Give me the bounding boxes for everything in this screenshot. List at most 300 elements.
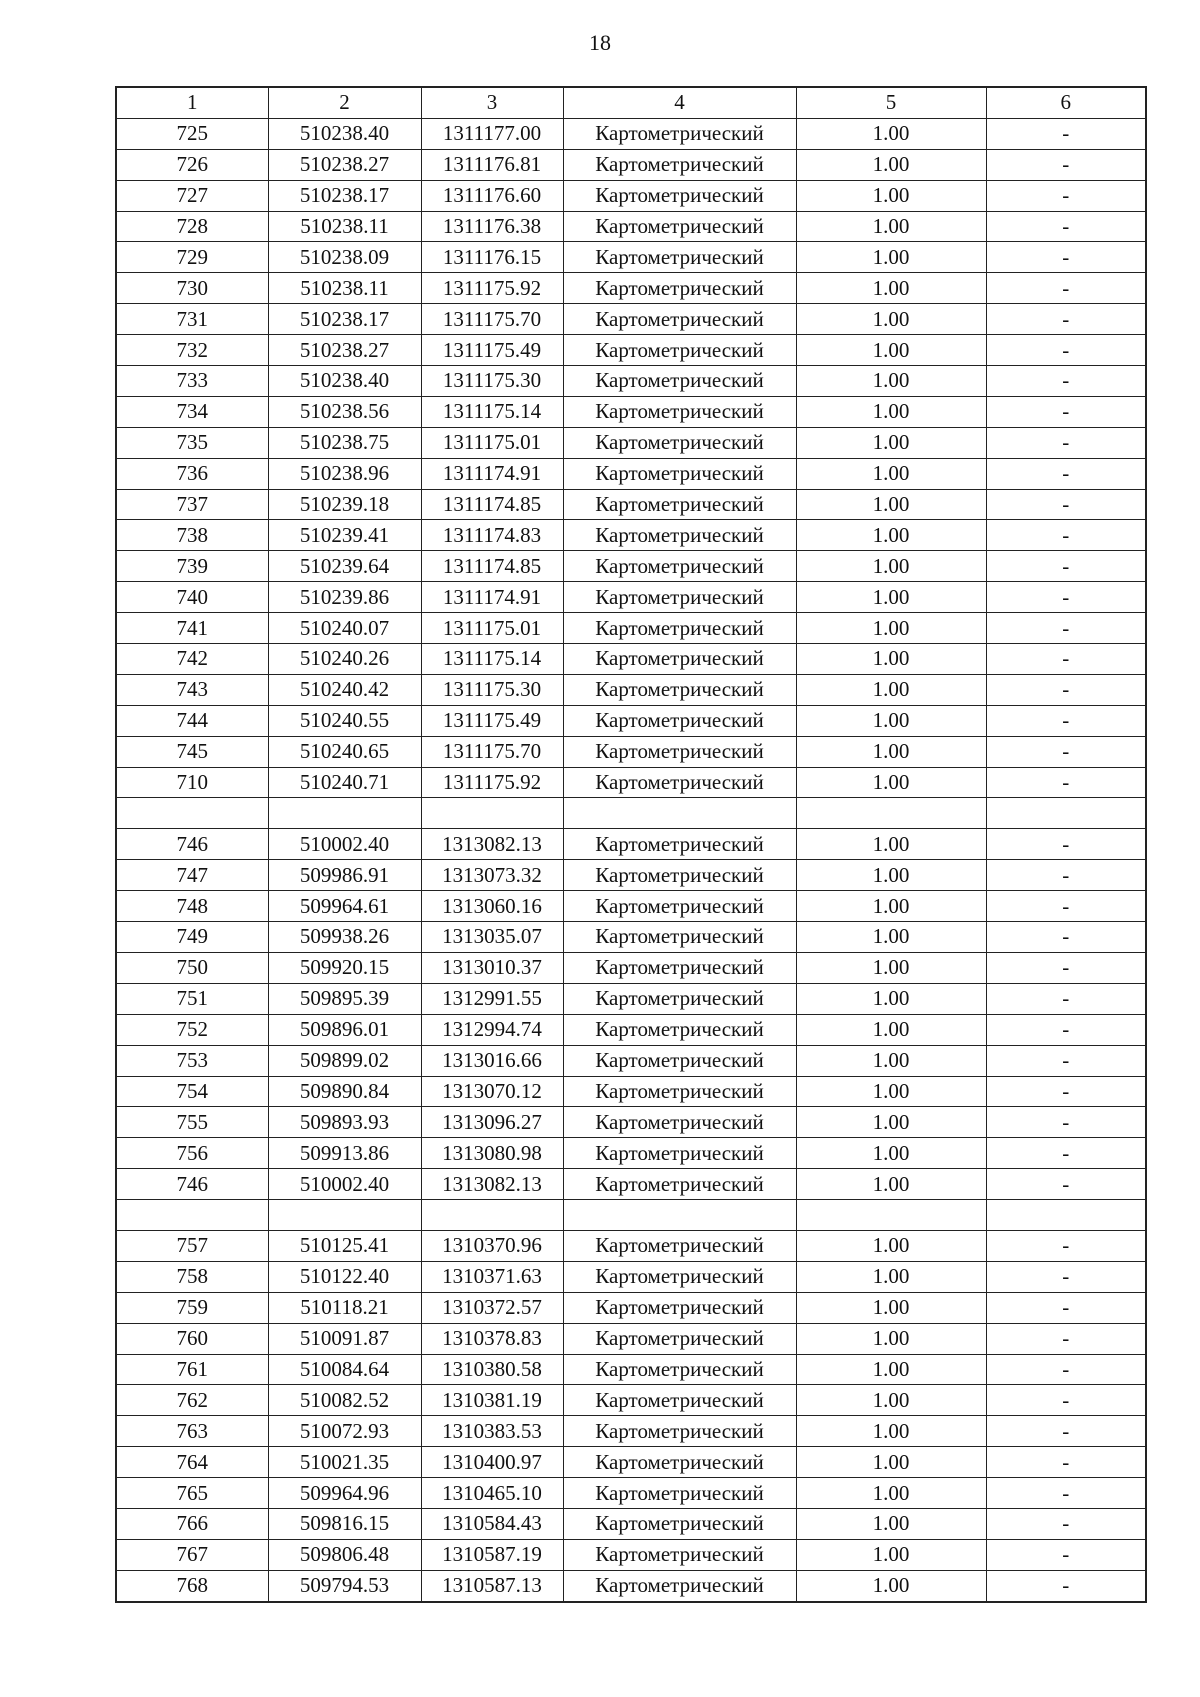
table-row — [116, 427, 1146, 458]
table-cell — [563, 1200, 796, 1231]
table-cell: 510021.35 — [268, 1447, 421, 1478]
table-row — [116, 1508, 1146, 1539]
table-cell: - — [986, 1570, 1146, 1601]
table-cell: 1311177.00 — [421, 118, 563, 149]
table-cell: 753 — [116, 1045, 268, 1076]
table-cell: Картометрический — [563, 304, 796, 335]
table-row — [116, 180, 1146, 211]
table-row — [116, 644, 1146, 675]
table-cell: 1310465.10 — [421, 1478, 563, 1509]
table-cell: 1.00 — [796, 118, 986, 149]
separator-row — [116, 1200, 1146, 1231]
table-cell: 509920.15 — [268, 952, 421, 983]
table-cell: 510240.26 — [268, 644, 421, 675]
table-cell: 1.00 — [796, 304, 986, 335]
table-cell: 725 — [116, 118, 268, 149]
table-cell: - — [986, 1169, 1146, 1200]
table-cell: Картометрический — [563, 736, 796, 767]
table-cell: 1.00 — [796, 644, 986, 675]
table-cell: 510238.75 — [268, 427, 421, 458]
table-cell: - — [986, 396, 1146, 427]
table-cell: 509986.91 — [268, 860, 421, 891]
table-cell: 1.00 — [796, 613, 986, 644]
table-cell: 1.00 — [796, 458, 986, 489]
table-cell: 762 — [116, 1385, 268, 1416]
table-cell: Картометрический — [563, 242, 796, 273]
table-cell: - — [986, 1076, 1146, 1107]
table-cell — [421, 1200, 563, 1231]
table-cell: 730 — [116, 273, 268, 304]
table-cell: 1311175.14 — [421, 644, 563, 675]
table-cell: 1.00 — [796, 952, 986, 983]
table-row — [116, 891, 1146, 922]
column-header-1: 1 — [116, 87, 268, 118]
table-cell: - — [986, 1138, 1146, 1169]
table-cell: 1.00 — [796, 1323, 986, 1354]
table-cell: 1313082.13 — [421, 1169, 563, 1200]
table-cell: 727 — [116, 180, 268, 211]
table-row — [116, 1045, 1146, 1076]
table-cell: 509816.15 — [268, 1508, 421, 1539]
table-cell: 510239.41 — [268, 520, 421, 551]
table-cell: - — [986, 922, 1146, 953]
table-cell: - — [986, 366, 1146, 397]
table-cell: Картометрический — [563, 458, 796, 489]
table-cell: - — [986, 1539, 1146, 1570]
table-cell: Картометрический — [563, 674, 796, 705]
table-cell: 1313035.07 — [421, 922, 563, 953]
table-cell: 510238.17 — [268, 180, 421, 211]
table-cell: 509899.02 — [268, 1045, 421, 1076]
table-cell: 509794.53 — [268, 1570, 421, 1601]
table-cell: Картометрический — [563, 1076, 796, 1107]
table-cell: 1311175.92 — [421, 273, 563, 304]
table-cell: 746 — [116, 1169, 268, 1200]
table-cell: 1.00 — [796, 582, 986, 613]
table-row — [116, 1169, 1146, 1200]
table-cell: 1.00 — [796, 705, 986, 736]
table-cell — [268, 798, 421, 829]
table-cell: Картометрический — [563, 1508, 796, 1539]
table-cell: - — [986, 644, 1146, 675]
table-row — [116, 458, 1146, 489]
table-cell: 1313060.16 — [421, 891, 563, 922]
table-cell: - — [986, 983, 1146, 1014]
table-cell: Картометрический — [563, 366, 796, 397]
table-cell: - — [986, 242, 1146, 273]
table-cell: 1.00 — [796, 891, 986, 922]
table-cell: 509890.84 — [268, 1076, 421, 1107]
table-cell: 710 — [116, 767, 268, 798]
table-cell: 510122.40 — [268, 1261, 421, 1292]
table-cell: 741 — [116, 613, 268, 644]
table-cell: - — [986, 489, 1146, 520]
table-cell: 760 — [116, 1323, 268, 1354]
table-cell: 1311175.49 — [421, 335, 563, 366]
table-cell: 1311174.83 — [421, 520, 563, 551]
table-cell: 1313082.13 — [421, 829, 563, 860]
table-cell — [116, 798, 268, 829]
table-cell: 1311176.38 — [421, 211, 563, 242]
table-cell: 1.00 — [796, 273, 986, 304]
table-cell: 1.00 — [796, 1261, 986, 1292]
table-cell: Картометрический — [563, 1570, 796, 1601]
table-cell: 733 — [116, 366, 268, 397]
separator-row — [116, 798, 1146, 829]
table-row — [116, 520, 1146, 551]
table-cell: Картометрический — [563, 1107, 796, 1138]
table-row — [116, 551, 1146, 582]
table-cell: 731 — [116, 304, 268, 335]
table-cell: 1310587.19 — [421, 1539, 563, 1570]
table-cell — [421, 798, 563, 829]
table-cell: 1313073.32 — [421, 860, 563, 891]
table-cell: 1311175.14 — [421, 396, 563, 427]
table-cell: Картометрический — [563, 211, 796, 242]
table-cell: 757 — [116, 1230, 268, 1261]
table-cell: 1.00 — [796, 180, 986, 211]
table-cell: 1310370.96 — [421, 1230, 563, 1261]
table-cell: Картометрический — [563, 1292, 796, 1323]
table-cell: - — [986, 1261, 1146, 1292]
table-cell: 1310381.19 — [421, 1385, 563, 1416]
table-cell: 1.00 — [796, 674, 986, 705]
table-row — [116, 304, 1146, 335]
table-cell: 510238.27 — [268, 335, 421, 366]
table-cell: 765 — [116, 1478, 268, 1509]
table-cell: - — [986, 736, 1146, 767]
table-cell: 1311175.92 — [421, 767, 563, 798]
table-row — [116, 582, 1146, 613]
table-cell: Картометрический — [563, 551, 796, 582]
table-cell: 758 — [116, 1261, 268, 1292]
table-cell: 510240.71 — [268, 767, 421, 798]
table-cell: Картометрический — [563, 335, 796, 366]
table-row — [116, 1230, 1146, 1261]
table-row — [116, 860, 1146, 891]
table-row — [116, 396, 1146, 427]
table-cell: 738 — [116, 520, 268, 551]
table-cell: 766 — [116, 1508, 268, 1539]
table-cell: 510240.55 — [268, 705, 421, 736]
table-cell: 1311175.30 — [421, 366, 563, 397]
table-cell: 510091.87 — [268, 1323, 421, 1354]
table-cell: 743 — [116, 674, 268, 705]
table-cell: 510002.40 — [268, 829, 421, 860]
table-cell: 510238.40 — [268, 118, 421, 149]
table-cell: 1313096.27 — [421, 1107, 563, 1138]
table-cell: 764 — [116, 1447, 268, 1478]
table-cell: 510125.41 — [268, 1230, 421, 1261]
table-cell: 509895.39 — [268, 983, 421, 1014]
table-cell: 1.00 — [796, 427, 986, 458]
table-cell: 1.00 — [796, 489, 986, 520]
table-row — [116, 767, 1146, 798]
table-cell: - — [986, 304, 1146, 335]
table-cell: 510082.52 — [268, 1385, 421, 1416]
table-cell: 1.00 — [796, 149, 986, 180]
table-cell: 1.00 — [796, 1292, 986, 1323]
table-cell: - — [986, 551, 1146, 582]
table-cell: 1.00 — [796, 551, 986, 582]
table-cell: - — [986, 180, 1146, 211]
table-cell: 1313070.12 — [421, 1076, 563, 1107]
table-cell: 510238.27 — [268, 149, 421, 180]
table-cell: 1.00 — [796, 1508, 986, 1539]
table-cell — [796, 798, 986, 829]
table-cell: 1.00 — [796, 1385, 986, 1416]
table-cell: - — [986, 829, 1146, 860]
table-row — [116, 613, 1146, 644]
table-cell: 510238.56 — [268, 396, 421, 427]
table-cell: - — [986, 1478, 1146, 1509]
table-row — [116, 1478, 1146, 1509]
table-row — [116, 736, 1146, 767]
table-row — [116, 1261, 1146, 1292]
table-cell: 737 — [116, 489, 268, 520]
table-cell: 1310378.83 — [421, 1323, 563, 1354]
table-cell: - — [986, 674, 1146, 705]
table-row — [116, 705, 1146, 736]
table-cell: 749 — [116, 922, 268, 953]
table-cell — [986, 798, 1146, 829]
table-cell: Картометрический — [563, 705, 796, 736]
table-cell: 1313080.98 — [421, 1138, 563, 1169]
table-row — [116, 1416, 1146, 1447]
table-cell: 1.00 — [796, 1076, 986, 1107]
table-cell: 748 — [116, 891, 268, 922]
table-cell: 736 — [116, 458, 268, 489]
table-cell: 759 — [116, 1292, 268, 1323]
table-cell: 510240.65 — [268, 736, 421, 767]
table-cell: 1.00 — [796, 211, 986, 242]
table-row — [116, 211, 1146, 242]
table-cell: 510238.11 — [268, 211, 421, 242]
table-body — [116, 118, 1146, 1601]
table-cell: Картометрический — [563, 520, 796, 551]
table-cell: - — [986, 1416, 1146, 1447]
table-cell: Картометрический — [563, 149, 796, 180]
table-cell: 768 — [116, 1570, 268, 1601]
table-cell: - — [986, 613, 1146, 644]
table-cell: 509913.86 — [268, 1138, 421, 1169]
table-row — [116, 366, 1146, 397]
table-cell: 1310400.97 — [421, 1447, 563, 1478]
table-cell: - — [986, 1292, 1146, 1323]
table-cell: Картометрический — [563, 644, 796, 675]
table-cell: 510084.64 — [268, 1354, 421, 1385]
table-cell: 756 — [116, 1138, 268, 1169]
table-cell: 732 — [116, 335, 268, 366]
table-cell: 510239.18 — [268, 489, 421, 520]
table-cell: Картометрический — [563, 952, 796, 983]
table-cell: 509806.48 — [268, 1539, 421, 1570]
table-cell: 509964.61 — [268, 891, 421, 922]
table-cell: 761 — [116, 1354, 268, 1385]
table-cell: 1.00 — [796, 1169, 986, 1200]
column-header-6: 6 — [986, 87, 1146, 118]
table-cell — [268, 1200, 421, 1231]
table-row — [116, 149, 1146, 180]
table-cell: - — [986, 1447, 1146, 1478]
table-cell: 510002.40 — [268, 1169, 421, 1200]
table-cell: - — [986, 1014, 1146, 1045]
table-cell: 1311175.01 — [421, 427, 563, 458]
table-cell: Картометрический — [563, 1478, 796, 1509]
table-cell: - — [986, 1385, 1146, 1416]
table-row — [116, 1107, 1146, 1138]
table-cell: 1311176.60 — [421, 180, 563, 211]
table-cell: Картометрический — [563, 1447, 796, 1478]
table-cell: Картометрический — [563, 180, 796, 211]
table-cell: 1.00 — [796, 1478, 986, 1509]
table-cell: 509896.01 — [268, 1014, 421, 1045]
table-cell: - — [986, 520, 1146, 551]
table-cell: - — [986, 1045, 1146, 1076]
table-row — [116, 273, 1146, 304]
table-cell: 1313010.37 — [421, 952, 563, 983]
table-cell: - — [986, 1354, 1146, 1385]
table-cell: Картометрический — [563, 1169, 796, 1200]
table-row — [116, 952, 1146, 983]
table-cell: Картометрический — [563, 582, 796, 613]
table-cell: 747 — [116, 860, 268, 891]
table-cell: Картометрический — [563, 489, 796, 520]
table-cell: 750 — [116, 952, 268, 983]
table-cell: 510240.07 — [268, 613, 421, 644]
table-cell: 1.00 — [796, 767, 986, 798]
table-cell: 1311174.85 — [421, 551, 563, 582]
table-cell: 1.00 — [796, 1014, 986, 1045]
table-cell: 742 — [116, 644, 268, 675]
page-number: 18 — [589, 30, 611, 55]
table-cell: 1.00 — [796, 983, 986, 1014]
table-cell: - — [986, 582, 1146, 613]
table-cell: 767 — [116, 1539, 268, 1570]
table-cell — [986, 1200, 1146, 1231]
table-row — [116, 1076, 1146, 1107]
table-row — [116, 1447, 1146, 1478]
table-cell: 755 — [116, 1107, 268, 1138]
table-cell: 1.00 — [796, 1447, 986, 1478]
table-row — [116, 1292, 1146, 1323]
column-header-4: 4 — [563, 87, 796, 118]
header-row — [116, 87, 1146, 118]
table-cell: - — [986, 860, 1146, 891]
table-cell: 745 — [116, 736, 268, 767]
table-cell: 728 — [116, 211, 268, 242]
table-cell: 1.00 — [796, 736, 986, 767]
table-cell: Картометрический — [563, 427, 796, 458]
table-cell: 1311174.91 — [421, 458, 563, 489]
table-cell: - — [986, 1323, 1146, 1354]
table-cell: 1311174.91 — [421, 582, 563, 613]
table-cell: Картометрический — [563, 1354, 796, 1385]
table-cell: 510238.40 — [268, 366, 421, 397]
table-cell: 1310587.13 — [421, 1570, 563, 1601]
table-cell: 1.00 — [796, 520, 986, 551]
table-cell: 744 — [116, 705, 268, 736]
table-cell: Картометрический — [563, 273, 796, 304]
table-cell: Картометрический — [563, 1230, 796, 1261]
table-row — [116, 489, 1146, 520]
table-cell: 1310584.43 — [421, 1508, 563, 1539]
table-row — [116, 1539, 1146, 1570]
table-cell: 1.00 — [796, 1539, 986, 1570]
table-cell: 740 — [116, 582, 268, 613]
table-cell: 1311175.70 — [421, 304, 563, 335]
table-row — [116, 922, 1146, 953]
table-cell — [796, 1200, 986, 1231]
table-cell: 1.00 — [796, 1354, 986, 1385]
table-cell: Картометрический — [563, 829, 796, 860]
table-cell: - — [986, 149, 1146, 180]
table-cell: 739 — [116, 551, 268, 582]
table-cell: 1.00 — [796, 1230, 986, 1261]
table-cell: 1.00 — [796, 1138, 986, 1169]
table-cell: 763 — [116, 1416, 268, 1447]
table-cell: - — [986, 1508, 1146, 1539]
table-cell: 1310371.63 — [421, 1261, 563, 1292]
table-cell: - — [986, 767, 1146, 798]
table-cell: 1312994.74 — [421, 1014, 563, 1045]
table-cell: 729 — [116, 242, 268, 273]
table-row — [116, 1385, 1146, 1416]
table-cell: Картометрический — [563, 767, 796, 798]
table-cell: 1.00 — [796, 1107, 986, 1138]
table-cell: 735 — [116, 427, 268, 458]
table-cell: 510118.21 — [268, 1292, 421, 1323]
column-header-2: 2 — [268, 87, 421, 118]
table-row — [116, 1354, 1146, 1385]
table-cell: - — [986, 118, 1146, 149]
table-cell: - — [986, 335, 1146, 366]
table-cell: Картометрический — [563, 1416, 796, 1447]
table-cell: Картометрический — [563, 396, 796, 427]
table-cell: 1.00 — [796, 1416, 986, 1447]
table-cell: 1313016.66 — [421, 1045, 563, 1076]
table-cell: Картометрический — [563, 860, 796, 891]
table-cell: 510238.09 — [268, 242, 421, 273]
table-cell: Картометрический — [563, 613, 796, 644]
table-cell: Картометрический — [563, 891, 796, 922]
table-cell: Картометрический — [563, 1138, 796, 1169]
table-cell: 1.00 — [796, 1570, 986, 1601]
table-cell: 1311175.49 — [421, 705, 563, 736]
table-cell: 1.00 — [796, 860, 986, 891]
table-cell: 1.00 — [796, 242, 986, 273]
table-cell: 1311176.15 — [421, 242, 563, 273]
table-cell: - — [986, 1230, 1146, 1261]
column-header-3: 3 — [421, 87, 563, 118]
table-row — [116, 335, 1146, 366]
table-cell: 751 — [116, 983, 268, 1014]
table-cell: 1312991.55 — [421, 983, 563, 1014]
table-header — [116, 87, 1146, 118]
table-cell: 510238.11 — [268, 273, 421, 304]
table-cell: Картометрический — [563, 1385, 796, 1416]
table-cell: 509938.26 — [268, 922, 421, 953]
table-cell: Картометрический — [563, 1323, 796, 1354]
table-row — [116, 1138, 1146, 1169]
table-cell: 752 — [116, 1014, 268, 1045]
table-row — [116, 983, 1146, 1014]
table-cell: 1311175.01 — [421, 613, 563, 644]
table-cell: Картометрический — [563, 118, 796, 149]
table-cell: 510239.86 — [268, 582, 421, 613]
table-cell: 726 — [116, 149, 268, 180]
table-cell: Картометрический — [563, 1539, 796, 1570]
